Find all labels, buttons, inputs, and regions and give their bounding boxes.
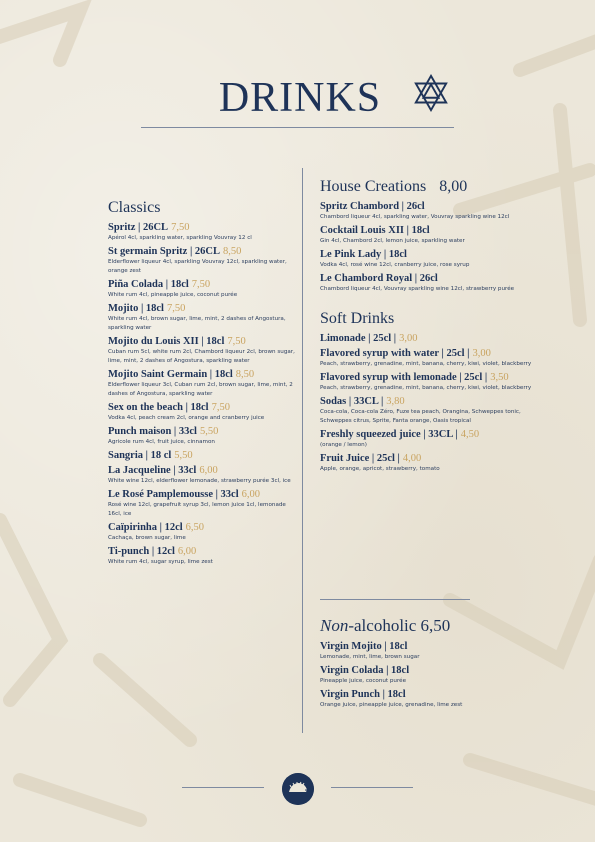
item-name-text: Flavored syrup with lemonade | 25cl | bbox=[320, 372, 488, 383]
item-description: Coca-cola, Coca-cola Zéro, Fuze tea peach, Orangina, Schweppes tonic, Schweppes citrus, Sprite, Fanta orange, Oasis tropical bbox=[320, 409, 521, 424]
item-description: Vodka 4cl, peach cream 2cl, orange and cranberry juice bbox=[108, 415, 265, 421]
item-name-text: Mojito du Louis XII | 18cl bbox=[108, 336, 225, 347]
item-name bbox=[108, 278, 296, 291]
soft-list bbox=[320, 332, 550, 474]
item-name-text: Spritz | 26CL bbox=[108, 222, 169, 233]
house-heading-price: 8,00 bbox=[439, 178, 468, 195]
item-price: 7,50 bbox=[191, 279, 211, 290]
menu-item bbox=[320, 248, 550, 270]
item-name bbox=[108, 464, 296, 477]
item-description: Elderflower liqueur 4cl, sparkling Vouvray 12cl, sparkling water, orange zest bbox=[108, 259, 287, 274]
non-alcoholic-italic: Non- bbox=[320, 616, 354, 635]
item-price: 5,50 bbox=[174, 450, 193, 461]
item-name bbox=[320, 688, 550, 701]
page-title: DRINKS bbox=[218, 75, 382, 121]
item-name bbox=[108, 449, 296, 462]
item-price: 4,00 bbox=[402, 453, 422, 464]
item-name-text: La Jacqueline | 33cl bbox=[108, 465, 197, 476]
menu-item bbox=[108, 425, 296, 447]
item-name bbox=[108, 488, 296, 501]
item-price: 8,50 bbox=[222, 246, 242, 257]
item-name-text: Mojito Saint Germain | 18cl bbox=[108, 369, 233, 380]
item-name-text: Cocktail Louis XII | 18cl bbox=[320, 225, 430, 236]
classics-section bbox=[108, 199, 296, 567]
star-ornament-icon bbox=[412, 74, 450, 112]
item-price: 4,50 bbox=[460, 429, 480, 440]
item-name-text: Fruit Juice | 25cl | bbox=[320, 453, 400, 464]
item-name bbox=[320, 664, 550, 677]
menu-item bbox=[108, 521, 296, 543]
menu-item bbox=[320, 452, 550, 474]
menu-item bbox=[108, 449, 296, 462]
menu-item bbox=[320, 428, 550, 450]
right-column bbox=[320, 178, 550, 474]
section-heading-non-alcoholic bbox=[320, 616, 550, 636]
item-name bbox=[320, 272, 550, 285]
item-price: 3,50 bbox=[490, 372, 509, 383]
item-description: Apérol 4cl, sparkling water, sparkling Vouvray 12 cl bbox=[108, 235, 252, 241]
item-name bbox=[320, 640, 550, 653]
item-name bbox=[320, 248, 550, 261]
item-name-text: Punch maison | 33cl bbox=[108, 426, 197, 437]
item-name bbox=[108, 335, 296, 348]
item-name-text: Caïpirinha | 12cl bbox=[108, 522, 183, 533]
menu-item bbox=[108, 545, 296, 567]
section-heading-classics: Classics bbox=[108, 199, 161, 216]
non-alcoholic-list bbox=[320, 640, 550, 710]
item-name-text: Virgin Colada | 18cl bbox=[320, 665, 410, 676]
menu-item bbox=[320, 347, 550, 369]
item-description: Cuban rum 5cl, white rum 2cl, Chambord liqueur 2cl, brown sugar, lime, mint, 2 dashes of Angostura, sparkling water bbox=[108, 349, 295, 364]
item-price: 8,50 bbox=[235, 369, 255, 380]
section-heading-house bbox=[320, 178, 550, 196]
item-description: Cachaça, brown sugar, lime bbox=[108, 535, 186, 541]
item-name bbox=[108, 245, 296, 258]
item-name-text: Sangria | 18 cl bbox=[108, 450, 172, 461]
item-name-text: Ti-punch | 12cl bbox=[108, 546, 175, 557]
footer-rule-right bbox=[331, 787, 413, 788]
item-description: Chambord liqueur 4cl, sparkling water, Vouvray sparkling wine 12cl bbox=[320, 214, 510, 220]
menu-item bbox=[108, 335, 296, 366]
menu-item bbox=[108, 488, 296, 519]
item-name-text: Spritz Chambord | 26cl bbox=[320, 201, 425, 212]
item-name-text: Freshly squeezed juice | 33CL | bbox=[320, 429, 458, 440]
menu-item bbox=[108, 278, 296, 300]
non-alcoholic-divider bbox=[320, 599, 470, 600]
item-description: Chambord liqueur 4cl, Vouvray sparkling wine 12cl, strawberry purée bbox=[320, 286, 515, 292]
item-description: Lemonade, mint, lime, brown sugar bbox=[320, 654, 420, 660]
item-description: Vodka 4cl, rosé wine 12cl, cranberry juice, rose syrup bbox=[320, 262, 470, 268]
menu-item bbox=[108, 464, 296, 486]
item-name bbox=[320, 347, 550, 360]
house-list bbox=[320, 200, 550, 294]
menu-item bbox=[320, 272, 550, 294]
menu-item bbox=[108, 245, 296, 276]
title-divider bbox=[141, 127, 454, 128]
menu-item bbox=[320, 664, 550, 686]
menu-item bbox=[320, 332, 550, 345]
menu-item bbox=[320, 688, 550, 710]
item-name-text: Le Pink Lady | 18cl bbox=[320, 249, 407, 260]
item-name-text: Sex on the beach | 18cl bbox=[108, 402, 209, 413]
item-description: (orange / lemon) bbox=[320, 442, 367, 448]
item-name-text: Mojito | 18cl bbox=[108, 303, 164, 314]
item-name bbox=[320, 395, 550, 408]
item-name bbox=[108, 521, 296, 534]
item-price: 7,50 bbox=[211, 402, 230, 413]
item-description: White wine 12cl, elderflower lemonade, strawberry purée 3cl, ice bbox=[108, 478, 291, 484]
item-name-text: Le Chambord Royal | 26cl bbox=[320, 273, 438, 284]
menu-item bbox=[320, 371, 550, 393]
item-name bbox=[108, 401, 296, 414]
item-description: Elderflower liqueur 3cl, Cuban rum 2cl, brown sugar, lime, mint, 2 dashes of Angostura, sparkling water bbox=[108, 382, 293, 397]
section-heading-soft: Soft Drinks bbox=[320, 310, 395, 327]
column-divider bbox=[302, 168, 303, 733]
house-heading-label: House Creations bbox=[320, 178, 427, 195]
item-description: Peach, strawberry, grenadine, mint, banana, cherry, kiwi, violet, blackberry bbox=[320, 385, 532, 391]
item-name-text: Le Rosé Pamplemousse | 33cl bbox=[108, 489, 239, 500]
item-name-text: Virgin Punch | 18cl bbox=[320, 689, 406, 700]
item-price: 7,50 bbox=[166, 303, 186, 314]
item-name-text: St germain Spritz | 26CL bbox=[108, 246, 220, 257]
item-name bbox=[320, 371, 550, 384]
non-alcoholic-rest: alcoholic 6,50 bbox=[354, 616, 451, 635]
item-description: Agricole rum 4cl, fruit juice, cinnamon bbox=[108, 439, 215, 445]
item-description: Pineapple juice, coconut purée bbox=[320, 678, 407, 684]
item-description: Gin 4cl, Chambord 2cl, lemon juice, sparkling water bbox=[320, 238, 465, 244]
menu-item bbox=[320, 395, 550, 426]
item-price: 7,50 bbox=[171, 222, 190, 233]
menu-item bbox=[320, 640, 550, 662]
item-price: 3,00 bbox=[472, 348, 491, 359]
item-name-text: Virgin Mojito | 18cl bbox=[320, 641, 408, 652]
hedgehog-logo-icon bbox=[282, 773, 314, 805]
menu-item bbox=[108, 221, 296, 243]
item-description: White rum 4cl, pineapple juice, coconut purée bbox=[108, 292, 238, 298]
item-price: 6,50 bbox=[185, 522, 205, 533]
item-name-text: Piña Colada | 18cl bbox=[108, 279, 189, 290]
menu-item bbox=[320, 224, 550, 246]
menu-item bbox=[108, 368, 296, 399]
item-name bbox=[108, 302, 296, 315]
item-price: 3,80 bbox=[386, 396, 405, 407]
footer-rule-left bbox=[182, 787, 264, 788]
menu-item bbox=[320, 200, 550, 222]
item-price: 6,00 bbox=[199, 465, 218, 476]
menu-item bbox=[108, 302, 296, 333]
menu-item bbox=[108, 401, 296, 423]
item-name-text: Limonade | 25cl | bbox=[320, 333, 397, 344]
item-description: White rum 4cl, sugar syrup, lime zest bbox=[108, 559, 213, 565]
item-description: Orange juice, pineapple juice, grenadine, lime zest bbox=[320, 702, 463, 708]
item-price: 6,00 bbox=[241, 489, 261, 500]
item-description: Apple, orange, apricot, strawberry, tomato bbox=[320, 466, 440, 472]
item-name bbox=[108, 368, 296, 381]
item-name bbox=[108, 221, 296, 234]
item-name bbox=[108, 425, 296, 438]
item-name-text: Flavored syrup with water | 25cl | bbox=[320, 348, 470, 359]
item-name bbox=[320, 428, 550, 441]
item-name bbox=[320, 452, 550, 465]
item-price: 3,00 bbox=[399, 333, 418, 344]
item-description: Rosé wine 12cl, grapefruit syrup 3cl, lemon juice 1cl, lemonade 16cl, ice bbox=[108, 502, 286, 517]
item-description: White rum 4cl, brown sugar, lime, mint, 2 dashes of Angostura, sparkling water bbox=[108, 316, 286, 331]
item-name bbox=[320, 200, 550, 213]
classics-list bbox=[108, 221, 296, 567]
non-alcoholic-section bbox=[320, 616, 550, 710]
item-name bbox=[320, 332, 550, 345]
item-price: 5,50 bbox=[199, 426, 219, 437]
item-description: Peach, strawberry, grenadine, mint, banana, cherry, kiwi, violet, blackberry bbox=[320, 361, 532, 367]
item-name-text: Sodas | 33CL | bbox=[320, 396, 384, 407]
item-price: 6,00 bbox=[177, 546, 197, 557]
item-name bbox=[108, 545, 296, 558]
item-price: 7,50 bbox=[227, 336, 246, 347]
item-name bbox=[320, 224, 550, 237]
